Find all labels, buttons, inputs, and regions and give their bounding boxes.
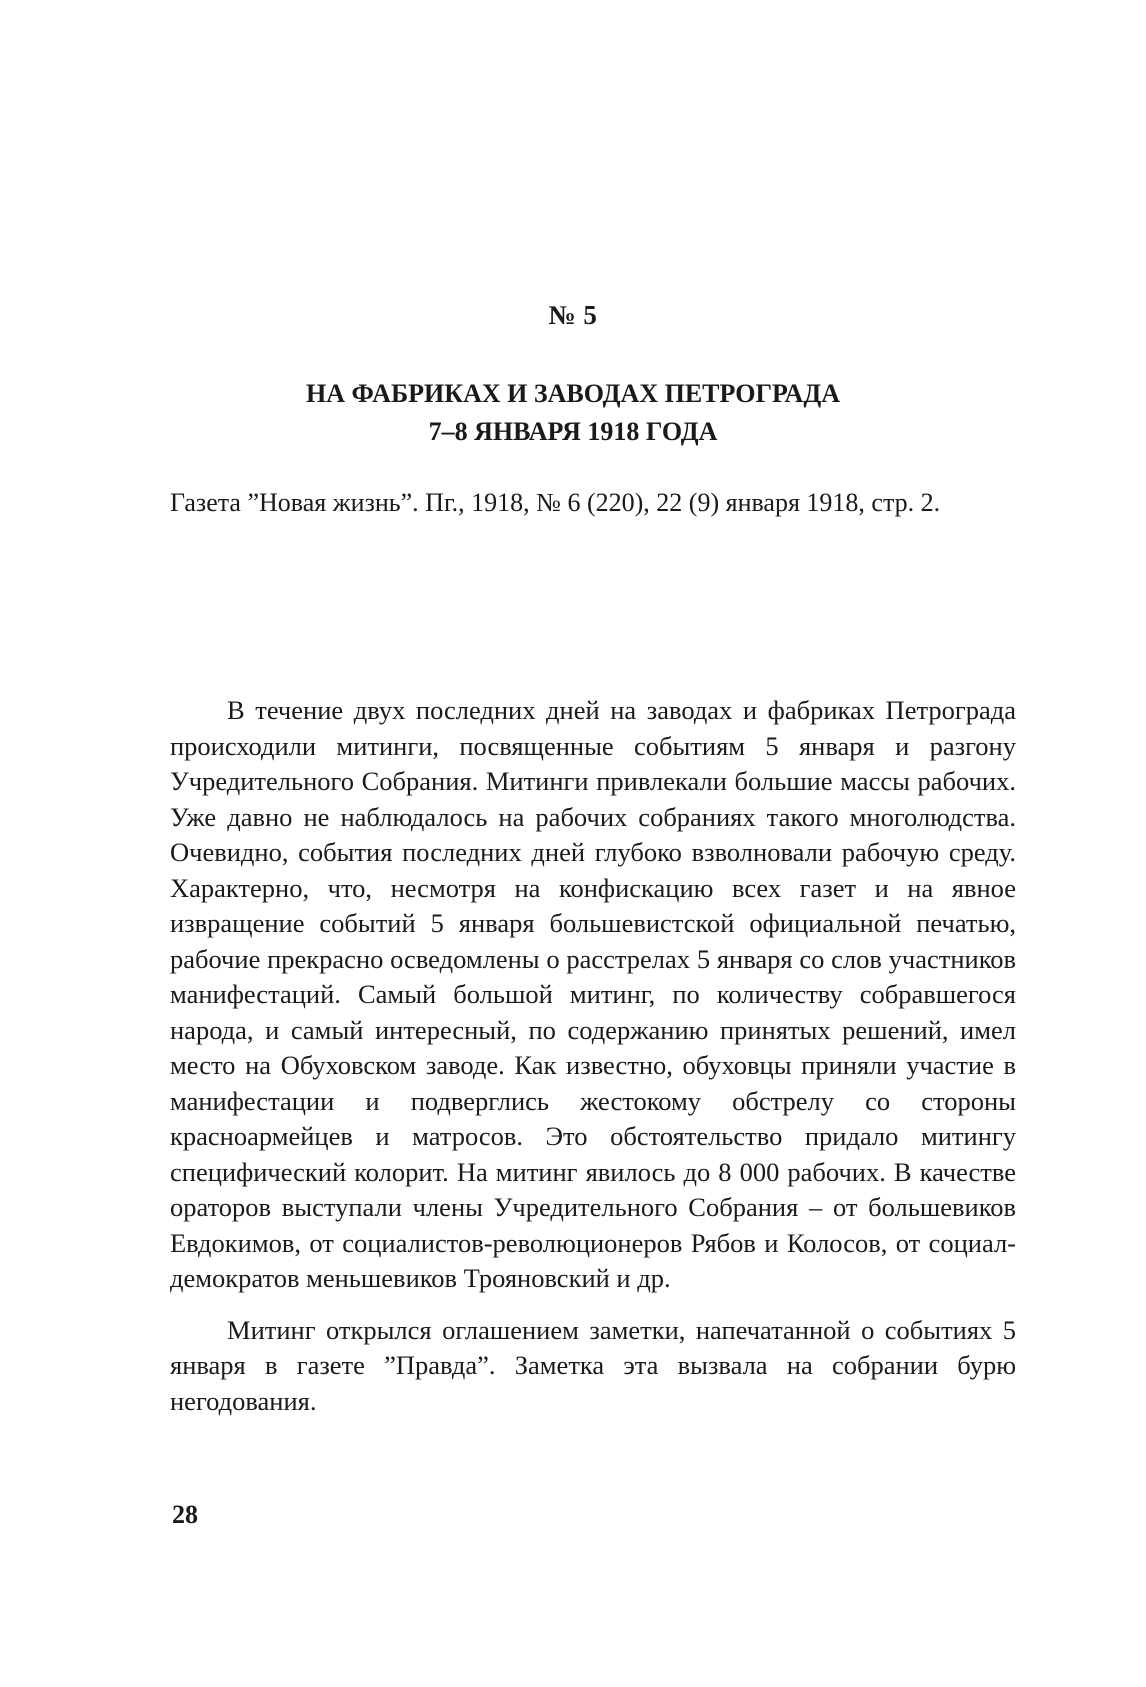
document-title-line-1: НА ФАБРИКАХ И ЗАВОДАХ ПЕТРОГРАДА <box>305 379 840 408</box>
document-number: № 5 <box>548 300 598 330</box>
page-number: 28 <box>172 1500 198 1529</box>
source-citation: Газета ”Новая жизнь”. Пг., 1918, № 6 (220), 22 (9) января 1918, стр. 2. <box>170 488 941 517</box>
paragraph-1: В течение двух последних дней на заводах и фабриках Петрограда происходили митинги, посвященные событиям 5 января и разгону Учредительного Собрания. Митинги привлекали большие массы рабочих. Уже давно не наблюдалось на рабочих собраниях такого многолюдства. Очевидно, события последних дней глубоко взволновали рабочую среду. Характерно, что, несмотря на конфискацию всех газет и на явное извращение событий 5 января большевистской официальной печатью, рабочие прекрасно осведомлены о расстрелах 5 января со слов участников манифестаций. Самый большой митинг, по количеству собравшегося народа, и самый интересный, по содержанию принятых решений, имел место на Обуховском заводе. Как известно, обуховцы приняли участие в манифестации и подверглись жестокому обстрелу со стороны красноармейцев и матросов. Это обстоятельство придало митингу специфический колорит. На митинг явилось до 8 000 рабочих. В качестве ораторов выступали члены Учредительного Собрания – от большевиков Евдокимов, от социалистов-революционеров Рябов и Колосов, от социал-демократов меньшевиков Трояновский и др. <box>170 695 1016 1293</box>
paragraph-2: Митинг открылся оглашением заметки, напечатанной о событиях 5 января в газете ”Правда”. Заметка эта вызвала на собрании бурю негодования. <box>170 1314 1016 1416</box>
document-title-line-2: 7–8 ЯНВАРЯ 1918 ГОДА <box>428 417 718 446</box>
body-text <box>170 693 1016 1435</box>
document-title <box>0 375 1146 451</box>
